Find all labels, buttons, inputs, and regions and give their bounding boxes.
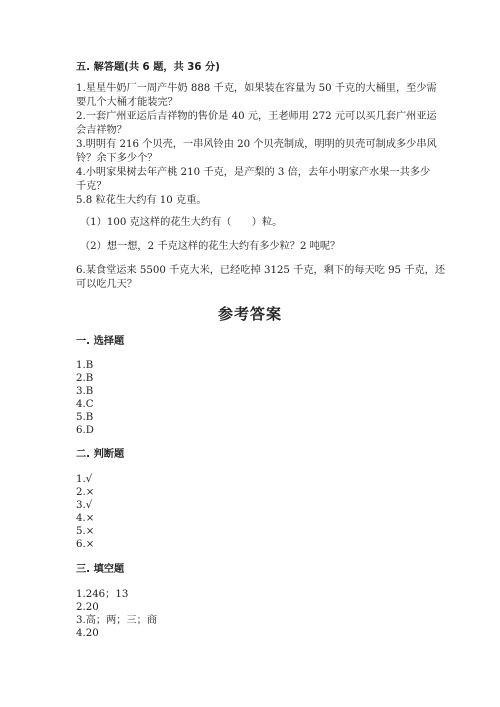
question-text: 千克？: [76, 181, 107, 192]
answer-item: 6.D: [76, 425, 94, 436]
answer-item: 3.B: [76, 386, 94, 397]
question-text: 铃？余下多少个？: [76, 153, 158, 164]
answer-item: 6.×: [76, 539, 95, 550]
question-text: 5.8 粒花生大约有 10 克重。: [76, 195, 207, 206]
answer-item: 4.20: [76, 628, 99, 639]
section-heading: 五. 解答题(共 6 题，共 36 分): [76, 62, 220, 73]
answer-item: 3.高；两；三；商: [76, 615, 158, 626]
answer-item: 2.B: [76, 373, 94, 384]
question-text: 2.一套广州亚运后吉祥物的售价是 40 元，王老师用 272 元可以买几套广州亚运: [76, 111, 437, 122]
sub-question: （2）想一想，2 千克这样的花生大约有多少粒？2 吨呢？: [80, 241, 341, 252]
answer-item: 3.√: [76, 500, 93, 511]
sub-question: （1）100 克这样的花生大约有（ ）粒。: [80, 217, 283, 228]
answer-section-heading: 一. 选择题: [76, 336, 125, 347]
question-text: 6.某食堂运来 5500 千克大米，已经吃掉 3125 千克，剩下的每天吃 95 千克，还: [76, 265, 446, 276]
answer-item: 1.246；13: [76, 589, 129, 600]
question-text: 4.小明家果树去年产桃 210 千克，是产梨的 3 倍，去年小明家产水果一共多少: [76, 167, 431, 178]
answer-item: 4.C: [76, 399, 94, 410]
answer-item: 5.B: [76, 412, 94, 423]
question-text: 可以吃几天？: [76, 279, 138, 290]
answer-item: 5.×: [76, 526, 95, 537]
answer-item: 1.√: [76, 474, 93, 485]
answer-item: 2.×: [76, 487, 95, 498]
question-text: 1.星星牛奶厂一周产牛奶 888 千克，如果装在容量为 50 千克的大桶里，至少需: [76, 83, 437, 94]
question-text: 3.明明有 216 个贝壳，一串风铃由 20 个贝壳制成，明明的贝壳可制成多少串风: [76, 139, 437, 150]
answer-section-heading: 三. 填空题: [76, 564, 125, 575]
answer-item: 1.B: [76, 360, 94, 371]
question-text: 要几个大桶才能装完？: [76, 97, 178, 108]
answer-section-heading: 二. 判断题: [76, 449, 125, 460]
question-text: 会吉祥物？: [76, 125, 127, 136]
answer-item: 4.×: [76, 513, 95, 524]
answer-item: 2.20: [76, 602, 99, 613]
answer-title: 参考答案: [217, 305, 282, 323]
